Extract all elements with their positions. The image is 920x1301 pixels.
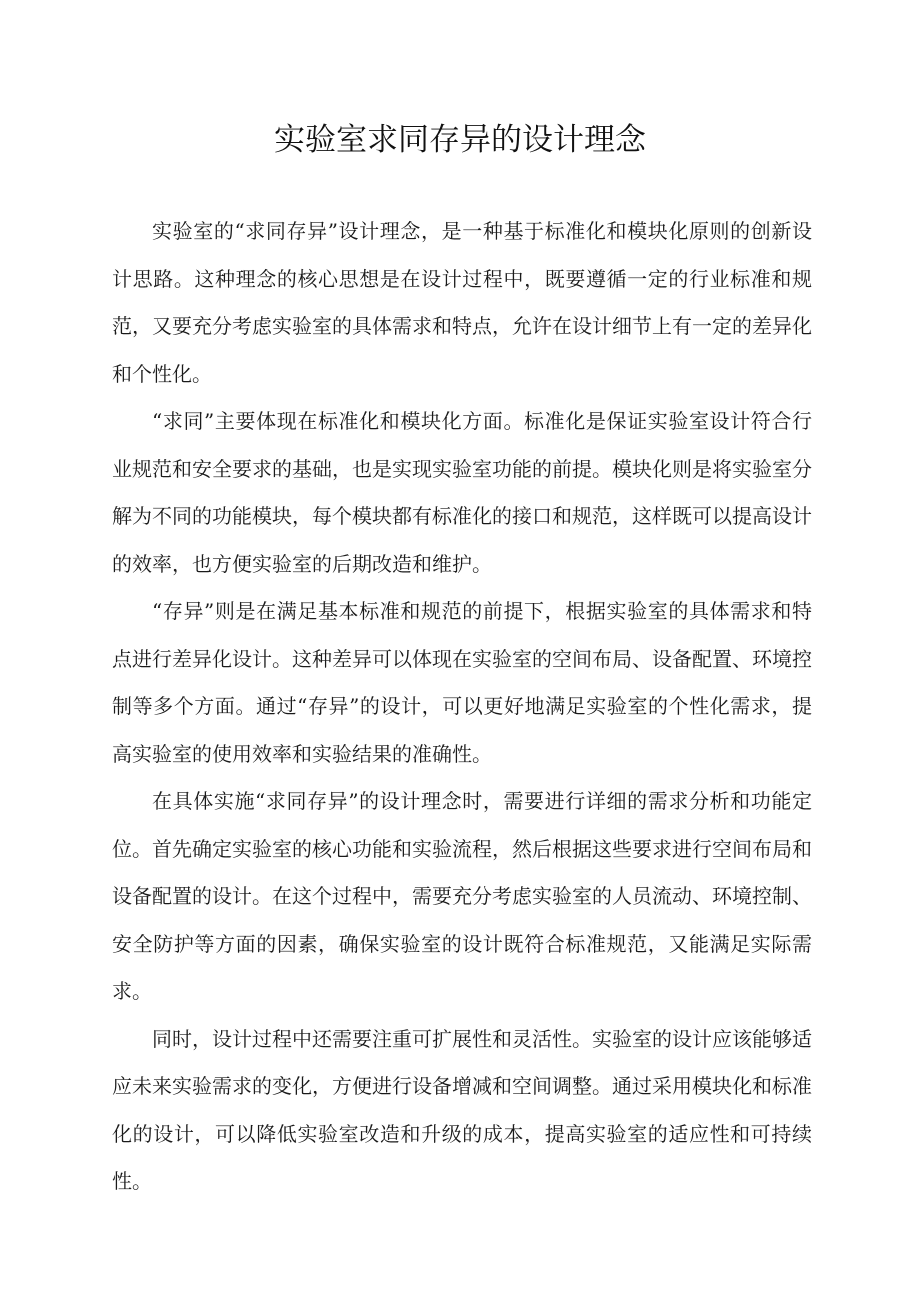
- paragraph-2: “求同”主要体现在标准化和模块化方面。标准化是保证实验室设计符合行业规范和安全要求的基础，也是实现实验室功能的前提。模块化则是将实验室分解为不同的功能模块，每个模块都有标准化的接口和规范，这样既可以提高设计的效率，也方便实验室的后期改造和维护。: [112, 409, 812, 576]
- paragraph-5: 同时，设计过程中还需要注重可扩展性和灵活性。实验室的设计应该能够适应未来实验需求的变化，方便进行设备增减和空间调整。通过采用模块化和标准化的设计，可以降低实验室改造和升级的成本，提高实验室的适应性和可持续性。: [112, 1026, 812, 1193]
- document-body: [112, 208, 812, 1206]
- paragraph-4: 在具体实施“求同存异”的设计理念时，需要进行详细的需求分析和功能定位。首先确定实验室的核心功能和实验流程，然后根据这些要求进行空间布局和设备配置的设计。在这个过程中，需要充分考虑实验室的人员流动、环境控制、安全防护等方面的因素，确保实验室的设计既符合标准规范，又能满足实际需求。: [112, 789, 812, 1003]
- paragraph-3: “存异”则是在满足基本标准和规范的前提下，根据实验室的具体需求和特点进行差异化设计。这种差异可以体现在实验室的空间布局、设备配置、环境控制等多个方面。通过“存异”的设计，可以更好地满足实验室的个性化需求，提高实验室的使用效率和实验结果的准确性。: [112, 599, 812, 766]
- paragraph-1: 实验室的“求同存异”设计理念，是一种基于标准化和模块化原则的创新设计思路。这种理念的核心思想是在设计过程中，既要遵循一定的行业标准和规范，又要充分考虑实验室的具体需求和特点，允许在设计细节上有一定的差异化和个性化。: [112, 219, 812, 386]
- document-title: 实验室求同存异的设计理念: [274, 122, 646, 158]
